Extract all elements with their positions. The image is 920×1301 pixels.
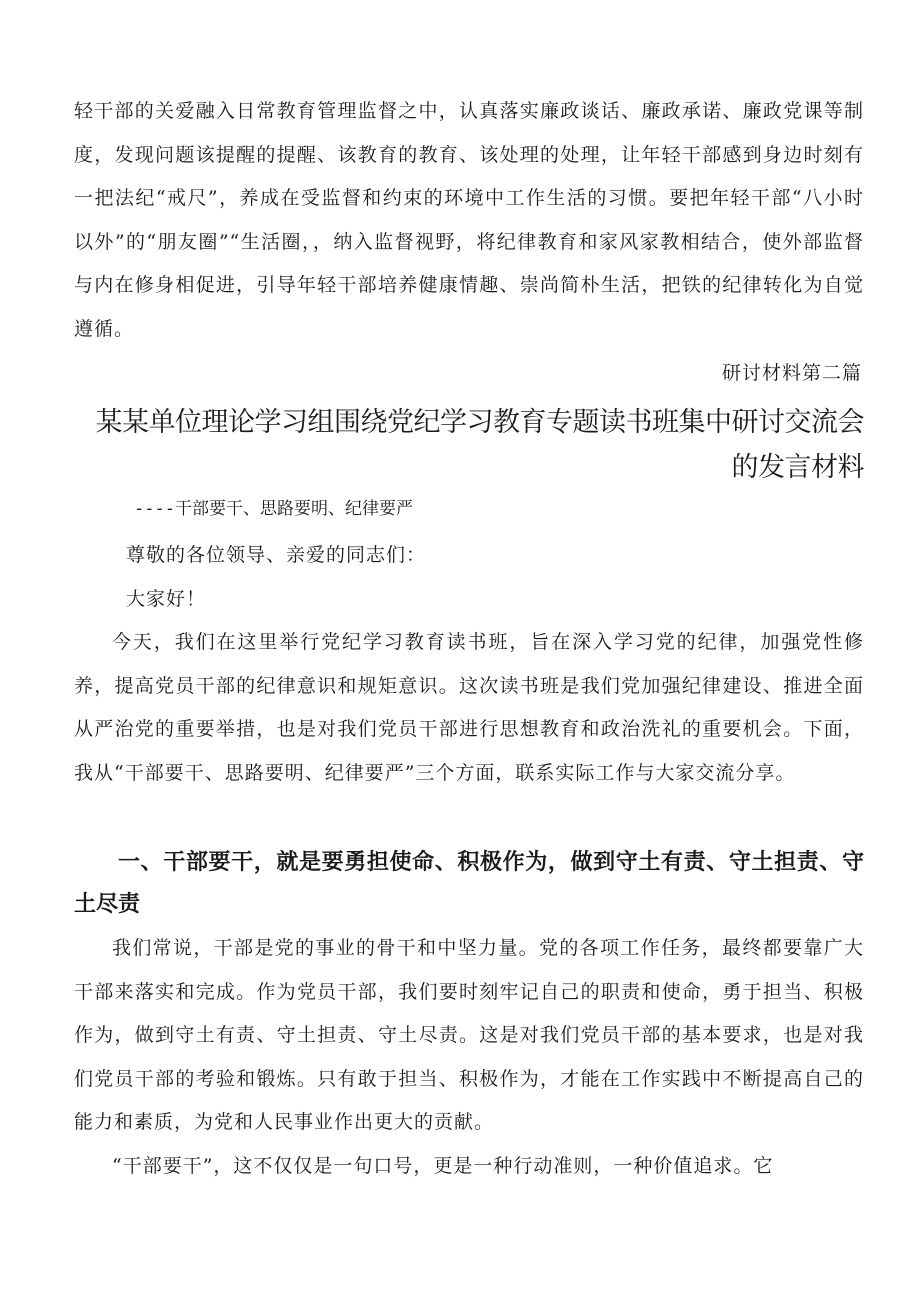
opening-paragraph: 今天，我们在这里举行党纪学习教育读书班，旨在深入学习党的纪律，加强党性修养，提高党员干部的纪律意识和规矩意识。这次读书班是我们党加强纪律建设、推进全面从严治党的重要举措，也是对我们党员干部进行思想教育和政治洗礼的重要机会。下面，我从“干部要干、思路要明、纪律要严”三个方面，联系实际工作与大家交流分享。: [74, 631, 864, 784]
body-paragraph-1: 我们常说，干部是党的事业的骨干和中坚力量。党的各项工作任务，最终都要靠广大干部来落实和完成。作为党员干部，我们要时刻牢记自己的职责和使命，勇于担当、积极作为，做到守土有责、守土担责、守土尽责。这是对我们党员干部的基本要求，也是对我们党员干部的考验和锻炼。只有敢于担当、积极作为，才能在工作实践中不断提高自己的能力和素质，为党和人民事业作出更大的贡献。: [74, 937, 864, 1133]
salutation: 尊敬的各位领导、亲爱的同志们：: [126, 544, 427, 566]
greeting: 大家好！: [126, 588, 207, 610]
body-paragraph-2: “干部要干”，这不仅仅是一句口号，更是一种行动准则，一种价值追求。它: [112, 1155, 774, 1177]
section-heading-1: 一、干部要干，就是要勇担使命、积极作为，做到守土有责、守土担责、守土尽责: [74, 850, 864, 917]
intro-paragraph: 轻干部的关爱融入日常教育管理监督之中，认真落实廉政谈话、廉政承诺、廉政党课等制度，发现问题该提醒的提醒、该教育的教育、该处理的处理，让年轻干部感到身边时刻有一把法纪“戒尺”，养成在受监督和约束的环境中工作生活的习惯。要把年轻干部“八小时以外”的“朋友圈”“生活圈，，纳入监督视野，将纪律教育和家风家教相结合，使外部监督与内在修身相促进，引导年轻干部培养健康情趣、崇尚简朴生活，把铁的纪律转化为自觉遵循。: [74, 100, 864, 340]
document-title: 某某单位理论学习组围绕党纪学习教育专题读书班集中研讨交流会的发言材料: [95, 407, 864, 483]
section-label: 研讨材料第二篇: [721, 362, 862, 384]
document-subtitle: ----干部要干、思路要明、纪律要严: [134, 499, 413, 519]
